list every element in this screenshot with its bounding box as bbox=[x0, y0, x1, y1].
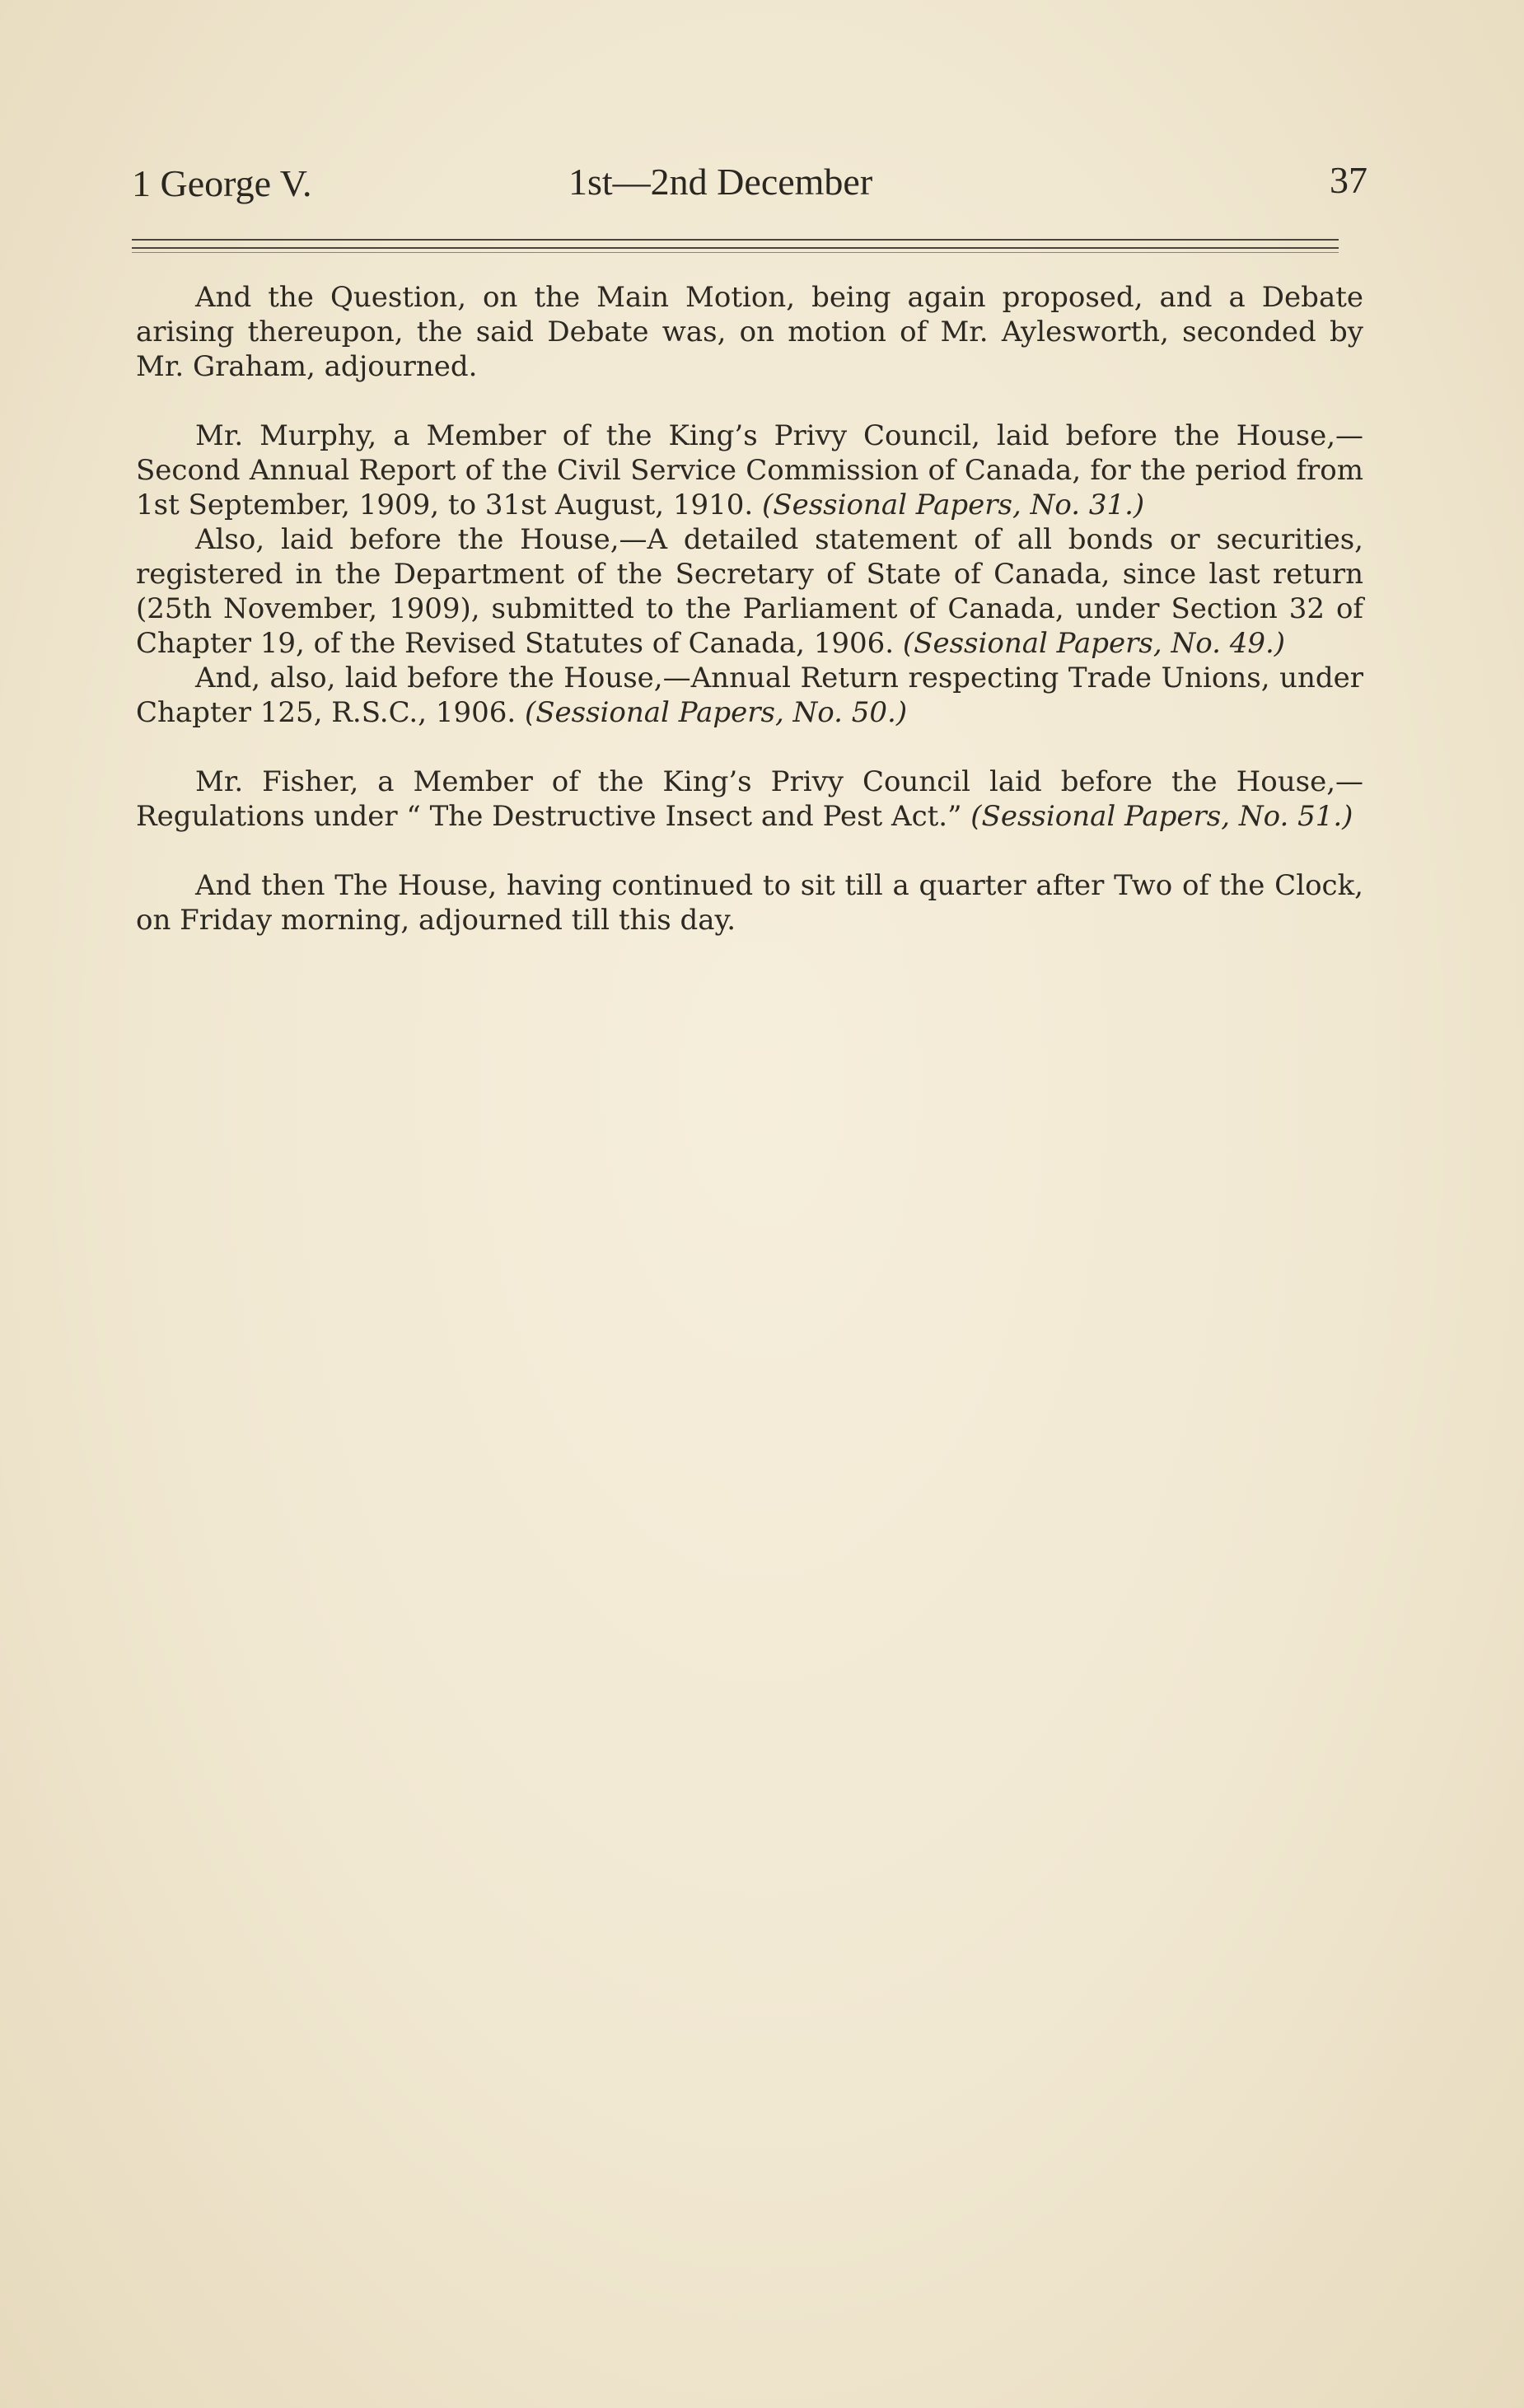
paragraph-murphy-report: Mr. Murphy, a Member of the King’s Privy Council, laid before the House,—Second Annual Report of the Civil Service Commission of Canada, for the period from 1st September, 1909, to 31st August, 1910. (Sessional Papers, No. 31.) bbox=[136, 419, 1363, 521]
sessional-paper-ref: (Sessional Papers, No. 49.) bbox=[902, 627, 1286, 660]
paragraph-fisher-regulations: Mr. Fisher, a Member of the King’s Privy Council laid before the House,—Regulations under “ The Destructive Insect and Pest Act.” (Sessional Papers, No. 51.) bbox=[136, 765, 1363, 833]
paragraph-adjournment: And then The House, having continued to sit till a quarter after Two of the Clock, on Friday morning, adjourned till this day. bbox=[136, 869, 1363, 937]
paragraph-trade-unions: And, also, laid before the House,—Annual Return respecting Trade Unions, under Chapter 125, R.S.C., 1906. (Sessional Papers, No. 50.) bbox=[136, 662, 1363, 729]
paragraph-bonds-statement: Also, laid before the House,—A detailed statement of all bonds or securities, registered in the Department of the Secretary of State of Canada, since last return (25th November, 1909), submitted to the Parliament of Canada, under Section 32 of Chapter 19, of the Revised Statutes of Canada, 1906. (Sessional Papers, No. 49.) bbox=[136, 523, 1363, 660]
paragraph-debate-adjourned: And the Question, on the Main Motion, being again proposed, and a Debate arising thereupon, the said Debate was, on motion of Mr. Aylesworth, seconded by Mr. Graham, adjourned. bbox=[136, 281, 1363, 383]
journal-entries bbox=[136, 280, 1363, 937]
date-range: 1st—2nd December bbox=[568, 161, 873, 203]
header-rule-hairline bbox=[132, 252, 1339, 253]
header-rule-bottom bbox=[132, 247, 1339, 249]
header-rule-top bbox=[132, 239, 1339, 241]
running-header bbox=[132, 155, 1367, 213]
page-number: 37 bbox=[1330, 159, 1367, 201]
sessional-paper-ref: (Sessional Papers, No. 31.) bbox=[762, 489, 1145, 521]
session-label: 1 George V. bbox=[132, 162, 312, 204]
sessional-paper-ref: (Sessional Papers, No. 51.) bbox=[970, 800, 1353, 833]
sessional-paper-ref: (Sessional Papers, No. 50.) bbox=[524, 696, 908, 729]
